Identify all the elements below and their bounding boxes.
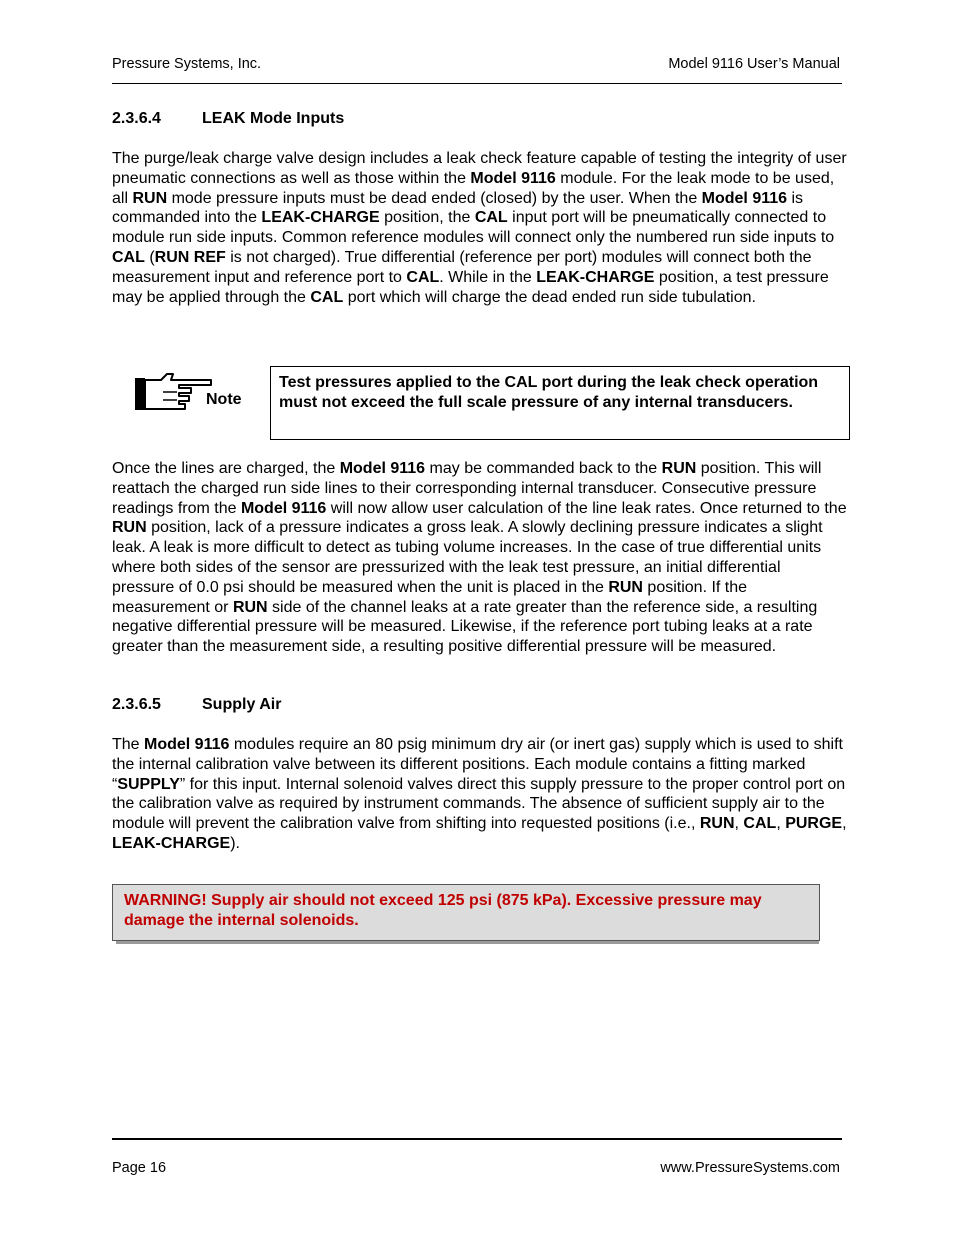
- bold-term: RUN: [608, 578, 643, 596]
- bold-term: Model 9116: [701, 189, 788, 207]
- section-title: LEAK Mode Inputs: [202, 110, 345, 127]
- bold-term: CAL: [406, 268, 440, 286]
- pointing-hand-icon: [133, 372, 213, 414]
- bold-term: RUN: [661, 460, 697, 477]
- warning-text: WARNING! Supply air should not exceed 125 psi (875 kPa). Excessive pressure may damage the internal solenoids.: [124, 892, 762, 929]
- bold-term: RUN: [699, 815, 735, 833]
- bold-term: CAL: [743, 815, 777, 833]
- rich-text: Once the lines are charged, the Model 9116 may be commanded back to the RUN position. This will reattach the charged run side lines to their corresponding internal transducer. Consecutive pressure readings from the Model 9116 will now allow user calculation of the line leak rates. Once returned to the RUN position, lack of a pressure indicates a gross leak. A slowly declining pressure indicates a slight leak. A leak is more difficult to detect as tubing volume increases. In the case of true differential units where both sides of the sensor are pressurized with the leak test pressure, an initial differential pressure of 0.0 psi should be measured when the unit is placed in the RUN position. If the measurement or RUN side of the channel leaks at a rate greater than the reference side, a resulting negative differential pressure will be measured. Likewise, if the reference port tubing leaks at a rate greater than the measurement side, a resulting positive differential pressure will be measured.: [112, 460, 847, 656]
- header-company: Pressure Systems, Inc.: [112, 56, 262, 72]
- bold-term: Model 9116: [240, 499, 327, 517]
- rich-text: The Model 9116 modules require an 80 psig minimum dry air (or inert gas) supply which is used to shift the internal calibration valve between its different positions. Each module contains a fitting marked “SUPPLY” for this input. Internal solenoid valves direct this supply pressure to the proper control port on the calibration valve as required by instrument commands. The absence of sufficient supply air to the module will prevent the calibration valve from shifting into requested positions (i.e., RUN, CAL, PURGE, LEAK-CHARGE).: [112, 736, 847, 852]
- section-heading-leak-mode: [112, 110, 344, 128]
- bold-term: CAL: [310, 288, 344, 306]
- section-number: 2.3.6.4: [112, 110, 161, 127]
- bold-term: RUN: [232, 598, 268, 616]
- section-number: 2.3.6.5: [112, 696, 161, 713]
- header-rule: [112, 83, 842, 84]
- bold-term: SUPPLY: [117, 775, 180, 793]
- leak-mode-paragraph: [112, 149, 847, 307]
- bold-term: Model 9116: [339, 460, 426, 477]
- footer-website: www.PressureSystems.com: [660, 1160, 840, 1176]
- bold-term: RUN: [132, 189, 168, 207]
- bold-term: Model 9116: [144, 736, 230, 753]
- rich-text: The purge/leak charge valve design includes a leak check feature capable of testing the integrity of user pneumatic connections as well as those within the Model 9116 module. For the leak mode to be used, all RUN mode pressure inputs must be dead ended (closed) by the user. When the Model 9116 is commanded into the LEAK-CHARGE position, the CAL input port will be pneumatically connected to module run side inputs. Common reference modules will connect only the numbered run side inputs to CAL (RUN REF is not charged). True differential (reference per port) modules will connect both the measurement input and reference port to CAL. While in the LEAK-CHARGE position, a test pressure may be applied through the CAL port which will charge the dead ended run side tubulation.: [112, 150, 847, 306]
- bold-term: RUN REF: [154, 248, 226, 266]
- bold-term: Model 9116: [470, 169, 556, 187]
- bold-term: CAL: [112, 248, 145, 266]
- bold-term: LEAK-CHARGE: [261, 209, 380, 227]
- leak-result-paragraph: [112, 459, 847, 657]
- bold-term: LEAK-CHARGE: [536, 268, 655, 286]
- page-number: Page 16: [112, 1160, 167, 1176]
- header-manual-title: Model 9116 User’s Manual: [668, 56, 840, 72]
- note-label: Note: [206, 391, 242, 408]
- section-title: Supply Air: [202, 696, 282, 713]
- bold-term: RUN: [112, 519, 147, 537]
- bold-term: LEAK-CHARGE: [112, 834, 231, 852]
- section-heading-supply-air: [112, 696, 281, 714]
- note-box: [270, 366, 850, 440]
- supply-air-paragraph: [112, 735, 847, 854]
- warning-box: [112, 884, 820, 941]
- bold-term: PURGE: [785, 815, 843, 833]
- note-text: Test pressures applied to the CAL port during the leak check operation must not exceed the full scale pressure of any internal transducers.: [279, 374, 819, 411]
- bold-term: CAL: [474, 209, 508, 227]
- footer-rule: [112, 1138, 842, 1140]
